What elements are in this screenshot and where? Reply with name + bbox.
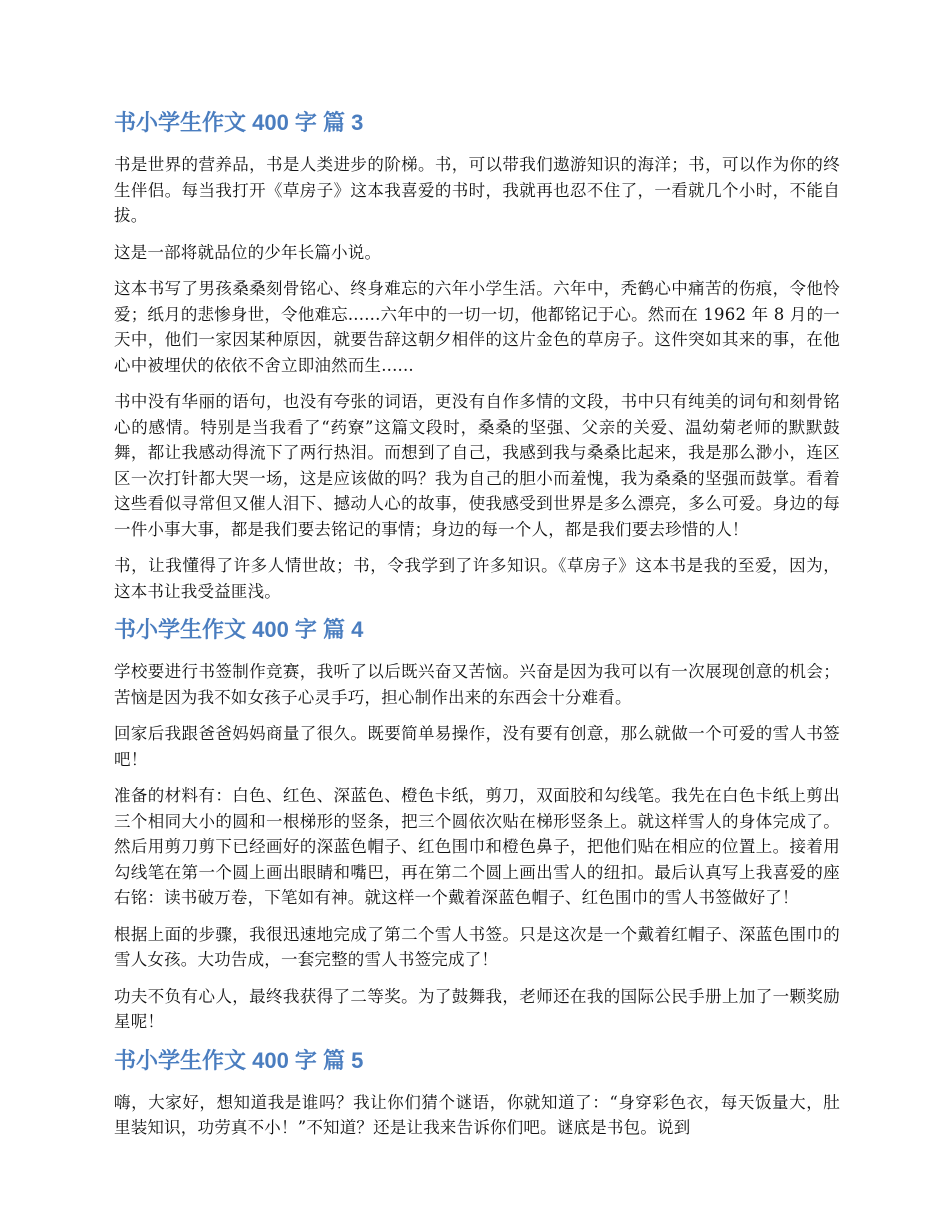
paragraph: 这是一部将就品位的少年长篇小说。 (114, 242, 382, 262)
paragraph: 回家后我跟爸爸妈妈商量了很久。既要简单易操作，没有要有创意，那么就做一个可爱的雪人书签吧！ (114, 724, 840, 769)
document-page (114, 108, 840, 1152)
paragraph: 准备的材料有：白色、红色、深蓝色、橙色卡纸，剪刀，双面胶和勾线笔。我先在白色卡纸上剪出三个相同大小的圆和一根梯形的竖条，把三个圆依次贴在梯形竖条上。就这样雪人的身体完成了。然后用剪刀剪下已经画好的深蓝色帽子、红色围巾和橙色鼻子，把他们贴在相应的位置上。接着用勾线笔在第一个圆上画出眼睛和嘴巴，再在第二个圆上画出雪人的纽扣。最后认真写上我喜爱的座右铭：读书破万卷，下笔如有神。就这样一个戴着深蓝色帽子、红色围巾的雪人书签做好了！ (114, 786, 840, 907)
section-essay-4 (114, 615, 840, 1035)
section-title: 书小学生作文 400 字 篇 5 (114, 1047, 364, 1073)
paragraph: 书中没有华丽的语句，也没有夸张的词语，更没有自作多情的文段，书中只有纯美的词句和刻骨铭心的感情。特别是当我看了“药寮”这篇文段时，桑桑的坚强、父亲的关爱、温幼菊老师的默默鼓舞，都让我感动得流下了两行热泪。而想到了自己，我感到我与桑桑比起来，我是那么渺小，连区区一次打针都大哭一场，这是应该做的吗？我为自己的胆小而羞愧，我为桑桑的坚强而鼓掌。看着这些看似寻常但又催人泪下、撼动人心的故事，使我感受到世界是多么漂亮，多么可爱。身边的每一件小事大事，都是我们要去铭记的事情；身边的每一个人，都是我们要去珍惜的人！ (114, 392, 840, 539)
paragraph: 学校要进行书签制作竞赛，我听了以后既兴奋又苦恼。兴奋是因为我可以有一次展现创意的机会；苦恼是因为我不如女孩子心灵手巧，担心制作出来的东西会十分难看。 (114, 662, 840, 707)
paragraph: 嗨，大家好，想知道我是谁吗？我让你们猜个谜语，你就知道了：“身穿彩色衣，每天饭量大，肚里装知识，功劳真不小！”不知道？还是让我来告诉你们吧。谜底是书包。说到 (114, 1092, 840, 1137)
paragraph: 书是世界的营养品，书是人类进步的阶梯。书，可以带我们遨游知识的海洋；书，可以作为你的终生伴侣。每当我打开《草房子》这本我喜爱的书时，我就再也忍不住了，一看就几个小时，不能自拔。 (114, 155, 840, 225)
section-essay-5 (114, 1046, 840, 1141)
paragraph: 书，让我懂得了许多人情世故；书，令我学到了许多知识。《草房子》这本书是我的至爱，因为，这本书让我受益匪浅。 (114, 556, 840, 601)
paragraph: 功夫不负有心人，最终我获得了二等奖。为了鼓舞我，老师还在我的国际公民手册上加了一颗奖励星呢！ (114, 986, 840, 1031)
paragraph: 这本书写了男孩桑桑刻骨铭心、终身难忘的六年小学生活。六年中，秃鹤心中痛苦的伤痕，令他怜爱；纸月的悲惨身世，令他难忘......六年中的一切一切，他都铭记于心。然而在 1962 年 8 月的一天中，他们一家因某种原因，就要告辞这朝夕相伴的这片金色的草房子。这件突如其来的事，在他心中被埋伏的依依不舍立即油然而生...... (114, 279, 840, 375)
section-title: 书小学生作文 400 字 篇 3 (114, 110, 364, 135)
section-title: 书小学生作文 400 字 篇 4 (114, 617, 364, 642)
section-essay-3 (114, 108, 840, 604)
paragraph: 根据上面的步骤，我很迅速地完成了第二个雪人书签。只是这次是一个戴着红帽子、深蓝色围巾的雪人女孩。大功告成，一套完整的雪人书签完成了！ (114, 924, 840, 969)
